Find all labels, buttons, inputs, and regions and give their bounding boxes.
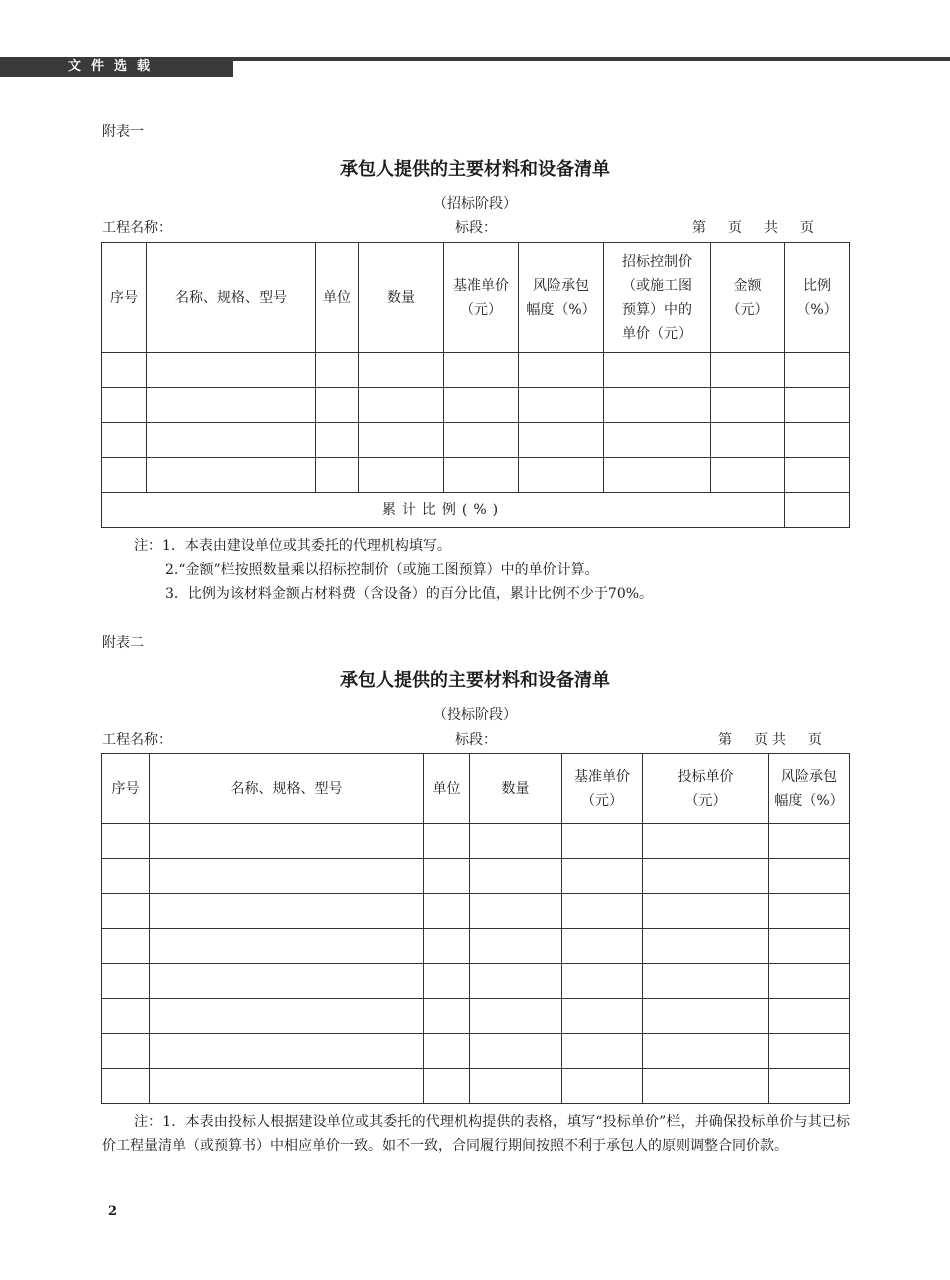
col-header: 数量 — [470, 754, 562, 824]
table2-title: 承包人提供的主要材料和设备清单 — [340, 670, 610, 691]
table2-stage: （投标阶段） — [433, 707, 517, 723]
attachment-label-1: 附表一 — [102, 124, 144, 140]
table1-title: 承包人提供的主要材料和设备清单 — [340, 159, 610, 180]
col-header: 比例 （%） — [785, 243, 850, 353]
table-row — [102, 1034, 850, 1069]
table1-stage: （招标阶段） — [433, 196, 517, 212]
table-row — [102, 388, 850, 423]
table-row — [102, 423, 850, 458]
attachment-label-2: 附表二 — [102, 635, 144, 651]
table-row — [102, 894, 850, 929]
col-header: 招标控制价 （或施工图 预算）中的 单价（元） — [604, 243, 711, 353]
materials-table-tender — [101, 753, 850, 1104]
materials-table-bidding — [101, 242, 850, 528]
table2-page-info: 第 页共 页 — [718, 732, 826, 748]
table-row — [102, 824, 850, 859]
table1-section-label: 标段： — [455, 220, 497, 236]
col-header: 金额 （元） — [711, 243, 785, 353]
col-header: 基准单价 （元） — [562, 754, 643, 824]
table-row — [102, 929, 850, 964]
table1-note-3: 3．比例为该材料金额占材料费（含设备）的百分比值，累计比例不少于70%。 — [165, 586, 654, 602]
col-header: 投标单价 （元） — [643, 754, 769, 824]
col-header: 风险承包 幅度（%） — [519, 243, 604, 353]
col-header: 风险承包 幅度（%） — [769, 754, 850, 824]
col-header: 名称、规格、型号 — [150, 754, 424, 824]
page-number: 2 — [108, 1204, 118, 1219]
table1-project-label: 工程名称： — [102, 220, 172, 236]
table-row — [102, 859, 850, 894]
table-row — [102, 458, 850, 493]
table2-header-row — [102, 754, 850, 824]
total-label: 累计比例(%) — [102, 493, 785, 528]
table-row — [102, 964, 850, 999]
col-header: 基准单价 （元） — [444, 243, 519, 353]
table1-note-1: 注：1．本表由建设单位或其委托的代理机构填写。 — [134, 538, 451, 554]
table1-note-2: 2.“金额”栏按照数量乘以招标控制价（或施工图预算）中的单价计算。 — [165, 562, 599, 578]
col-header: 单位 — [316, 243, 359, 353]
section-tab: 文件选载 — [0, 57, 233, 77]
col-header: 数量 — [359, 243, 444, 353]
table2-note: 注：1．本表由投标人根据建设单位或其委托的代理机构提供的表格，填写“投标单价”栏，并确保投标单价与其已标价工程量清单（或预算书）中相应单价一致。如不一致，合同履行期间按照不利于承包人的原则调整合同价款。 — [102, 1114, 850, 1154]
table-row — [102, 999, 850, 1034]
total-value-cell — [785, 493, 850, 528]
table-row — [102, 1069, 850, 1104]
col-header: 名称、规格、型号 — [147, 243, 316, 353]
table1-header-row — [102, 243, 850, 353]
total-row — [102, 493, 850, 528]
col-header: 序号 — [102, 754, 150, 824]
table2-section-label: 标段： — [455, 732, 497, 748]
table1-page-info: 第 页 共 页 — [692, 220, 818, 236]
table-row — [102, 353, 850, 388]
table2-project-label: 工程名称： — [102, 732, 172, 748]
col-header: 序号 — [102, 243, 147, 353]
col-header: 单位 — [424, 754, 470, 824]
